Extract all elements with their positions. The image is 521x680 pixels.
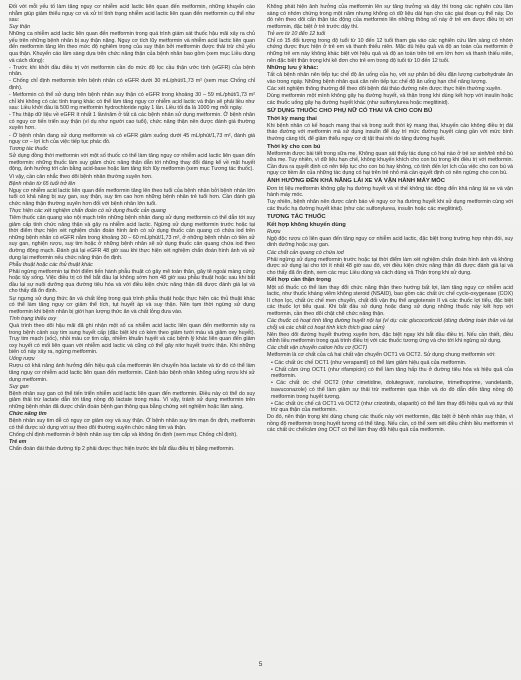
italic-subheading: Rượu <box>267 228 281 235</box>
subheading: Kết hợp cần thận trọng <box>267 277 332 284</box>
paragraph: Phải ngừng sử dụng metformin trước hoặc tại thời điểm làm xét nghiệm chẩn đoán hình ảnh và không được sử dụng lại cho tới ít nhất 48 giờ sau đó, với điều kiện chức năng thận đã được đánh giá lại và cho thấy đã ổn định, xem các mục Liều dùng và cách dùng và Thận trọng khi sử dụng. <box>267 256 513 276</box>
paragraph: Bệnh nhân suy gan có thể tiến triển nhiễm acid lactic liên quan đến metformin. Điều này có thể do suy giảm thải trừ lactate dẫn tới tăng nồng độ lactate trong máu. Vì vậy, tránh sử dụng metformin trên những bệnh nhân đã được chẩn đoán bệnh gan thông qua bằng chứng xét nghiệm hoặc lâm sàng. <box>9 390 255 410</box>
italic-subheading: Phẫu thuật hoặc các thủ thuật khác <box>9 261 93 268</box>
italic-subheading: Bệnh nhân từ 65 tuổi trở lên <box>9 180 76 187</box>
italic-subheading: Suy gan <box>9 383 29 390</box>
paragraph: - Metformin có thể sử dụng trên bệnh nhân suy thận có eGFR trong khoảng 30 – 59 mL/phút/1,73 m² chỉ khi không có các tình trạng khác có thể làm tăng nguy cơ nhiễm acid lactic và thận sẽ phải liều như sau: Liều khởi đầu là 500 mg metformin hydrochloride ngày 1 lần. Liều tối đa là 1000 mg mỗi ngày. <box>9 92 255 112</box>
italic-subheading: Suy thận <box>9 24 31 31</box>
section-heading: TƯƠNG TÁC THUỐC <box>267 213 326 220</box>
paragraph: Những ca nhiễm acid lactic liên quan đến metformin trong quá trình giám sát thuốc hậu mãi xảy ra chủ yếu trên những bệnh nhân bị suy thận nặng. Nguy cơ tích lũy metformin và nhiễm acid lactic liên quan đến metformin tăng lên theo mức độ nghiêm trọng của suy thận bởi metformin được thải trừ chủ yếu qua thận. Khuyến cáo lâm sàng dựa trên chức năng thận của bệnh nhân bao gồm (xem mục Liều dùng và cách dùng): <box>9 31 255 64</box>
paragraph: Tuy nhiên, bệnh nhân nên được cảnh báo về nguy cơ hạ đường huyết khi sử dụng metformin cùng với các thuốc hạ đường huyết khác (như các sulfonylurea, insulin hoặc các meglitinid). <box>267 199 513 212</box>
paragraph: Sự ngưng sử dụng thức ăn và chất lỏng trong quá trình phẫu thuật hoặc thực hiện các thủ thuật khác có thể làm tăng nguy cơ giảm thể tích, tụt huyết áp và suy thận. Nên tạm thời ngừng sử dụng metformin khi bệnh nhân bị giới hạn lượng thức ăn và chất lỏng đưa vào. <box>9 295 255 315</box>
page-number: 5 <box>258 661 263 668</box>
italic-subheading: Các chất vận chuyển cation hữu cơ (OCT) <box>267 345 368 352</box>
subheading: Kết hợp không khuyến dùng <box>267 221 346 228</box>
paragraph: Chẩn đoán đái tháo đường típ 2 phải được thực hiện trước khi bắt đầu điều trị bằng metformin. <box>9 446 235 453</box>
italic-subheading: Trẻ em từ 10 đến 12 tuổi <box>267 30 326 37</box>
paragraph: Dùng metformin một mình không gây hạ đường huyết, và thận trọng khi dùng kết hợp với insulin hoặc các thuốc uống gây hạ đường huyết khác (như sulfonylurea hoặc meglitinid). <box>267 93 513 106</box>
paragraph: Metformin là cơ chất của cả hai chất vận chuyển OCT1 và OCT2. Sử dụng chung metformin với: <box>267 352 496 359</box>
paragraph: Metformin được bài tiết trong sữa mẹ. Không quan sát thấy tác dụng có hại nào ở trẻ sơ sinh/trẻ nhỏ bú sữa mẹ. Tuy nhiên, vì dữ liệu hạn chế, không khuyến khích cho con bú trong khi điều trị với metformin. Cần đưa ra quyết định có nên tiếp tục cho con bú hay không, có tính đến lợi ích của việc cho con bú và nguy cơ tiềm ẩn của những tác dụng có hại trên trẻ nhỏ mà cần quyết định có nên ngừng cho con bú. <box>267 150 513 177</box>
bold-italic-subheading: Chức năng tim <box>9 411 47 418</box>
paragraph: Ngộ độc rượu có liên quan đến tăng nguy cơ nhiễm acid lactic, đặc biệt trong trường hợp nhịn đói, suy dinh dưỡng hoặc suy gan. <box>267 235 513 249</box>
paragraph: Đối với mỗi yếu tố làm tăng nguy cơ nhiễm acid lactic liên quan đến metformin, những khuyến cáo nhằm giúp giảm thiểu nguy cơ và xử trí tình trạng nhiễm acid lactic liên quan đến metformin cụ thể như sau: <box>9 4 255 24</box>
paragraph: Quá trình theo dõi hậu mãi đã ghi nhận một số ca nhiễm acid lactic liên quan đến metformin xảy ra trong bệnh cảnh suy tim sung huyết cấp (đặc biệt khi có kèm theo giảm tưới máu và giảm oxy huyết). Trụy tim mạch (sốc), nhồi máu cơ tim cấp, nhiễm khuẩn huyết và các bệnh lý khác liên quan đến giảm oxy huyết có mối liên quan với nhiễm acid lactic và cũng có thể gây nitơ huyết trước thận. Khi những biến cố này xảy ra, ngừng metformin. <box>9 322 255 356</box>
paragraph: Một số thuốc có thể làm thay đổi chức năng thận theo hướng bất lợi, làm tăng nguy cơ nhiễm acid lactic, như thuốc kháng viêm không steroid (NSAID), bao gồm các chất ức chế cyclo-oxygenase (COX) II chọn lọc, chất ức chế men chuyển, chất đối vận thụ thể angiotensin II và các thuốc lợi tiểu, đặc biệt các thuốc lợi tiểu quai. Khi bắt đầu sử dụng hoặc đang sử dụng những thuốc này kết hợp với metformin, cần theo dõi chặt chẽ chức năng thận. <box>267 284 513 317</box>
italic-subheading: Các thuốc có hoạt tính tăng đường huyết nội tại (ví dụ: các glucocorticoid (dùng đường toàn thân và tại chỗ) và các chất có hoạt tính kích thích giao cảm) <box>267 317 513 331</box>
subheading: Thời kỳ mang thai <box>267 115 317 122</box>
paragraph: Chỉ có 15 đối tượng trong độ tuổi từ 10 đến 12 tuổi tham gia vào các nghiên cứu lâm sàng có nhóm chứng được thực hiện ở trẻ em và thanh thiếu niên. Mặc dù hiệu quả và độ an toàn của metformin ở những trẻ em này không khác biệt với hiệu quả và độ an toàn trên trẻ em lớn hơn và thanh thiếu niên, nên đặc biệt thận trọng khi kê đơn cho trẻ em trong độ tuổi từ 10 đến 12 tuổi. <box>267 37 513 64</box>
paragraph: - Thu thập dữ liệu về eGFR ít nhất 1 lần/năm ở tất cả các bệnh nhân sử dụng metformin. Ở bệnh nhân có nguy cơ tiến triển suy thận (ví dụ như người cao tuổi), chức năng thận nên được đánh giá thường xuyên hơn. <box>9 112 255 132</box>
bullet-item: • Các chất ức chế OCT1 (như verapamil) có thể làm giảm hiệu quả của metformin. <box>271 359 467 366</box>
paragraph: Rượu có khả năng ảnh hưởng đến hiệu quả của metformin lên chuyển hóa lactate và từ đó có thể làm tăng nguy cơ nhiễm acid lactic liên quan đến metformin. Cảnh báo bệnh nhân không uống rượu khi sử dụng metformin. <box>9 363 255 383</box>
italic-subheading: Các chất cản quang có chứa iod <box>267 249 344 256</box>
paragraph: Tiêm thuốc cản quang vào nội mạch trên những bệnh nhân đang sử dụng metformin có thể dẫn tới suy giảm cấp tính chức năng thận và gây ra nhiễm acid lactic. Ngừng sử dụng metformin trước hoặc tại thời điểm thực hiện xét nghiệm chẩn đoán hình ảnh có sử dụng thuốc cản quang có chứa iod trên những bệnh nhân có eGFR nằm trong khoảng 30 – 60 mL/phút/1,73 m², ở những bệnh nhân có tiền sử suy gan, nghiện rượu, suy tim hoặc ở những bệnh nhân sẽ sử dụng thuốc cản quang chứa iod theo đường động mạch. Đánh giá lại eGFR 48 giờ sau khi thực hiện xét nghiệm chẩn đoán hình ảnh và sử dụng lại metformin nếu chức năng thận ổn định. <box>9 215 255 261</box>
italic-subheading: Uống rượu <box>9 356 35 363</box>
paragraph: Do đó, nên thận trọng khi dùng chung các thuốc này với metformin, đặc biệt ở bệnh nhân suy thận, vì nồng độ metformin trong huyết tương có thể tăng. Nếu cần, có thể xem xét điều chỉnh liều metformin vì các chất ức chế/cảm ứng OCT có thể làm thay đổi hiệu quả của metformin. <box>267 414 513 434</box>
paragraph: Nên theo dõi đường huyết thường xuyên hơn, đặc biệt ngay khi bắt đầu điều trị. Nếu cần thiết, điều chỉnh liều metformin trong quá trình điều trị với các thuốc tương ứng và cho tới khi ngừng sử dụng. <box>267 331 513 345</box>
subheading: Thời kỳ cho con bú <box>267 143 321 150</box>
italic-subheading: Tương tác thuốc <box>9 146 48 153</box>
italic-subheading: Tình trạng thiếu oxy <box>9 315 57 322</box>
two-column-body <box>9 4 513 453</box>
paragraph: Nguy cơ nhiễm acid lactic liên quan đến metformin tăng lên theo tuổi của bệnh nhân bởi bệnh nhân lớn tuổi có khả năng bị suy gan, suy thận, suy tim cao hơn những bệnh nhân trẻ tuổi hơn. Cần đánh giá chức năng thận thường xuyên hơn đối với bệnh nhân lớn tuổi. <box>9 187 255 207</box>
paragraph: Phải ngừng metformin tại thời điểm tiến hành phẫu thuật có gây mê toàn thân, gây tê ngoài màng cứng hoặc tủy sống. Việc điều trị có thể bắt đầu lại không sớm hơn 48 giờ sau phẫu thuật hoặc sau khi bắt đầu lại sự nuôi dưỡng qua đường tiêu hóa và với điều kiện chức năng thận đã được đánh giá lại và cho thấy đã ổn định. <box>9 268 255 295</box>
subheading: Những lưu ý khác: <box>267 65 319 72</box>
paragraph: - Chống chỉ định metformin trên bệnh nhân có eGFR dưới 30 mL/phút/1,73 m² (xem mục Chống chỉ định). <box>9 78 255 91</box>
paragraph: Tất cả bệnh nhân nên tiếp tục chế độ ăn uống của họ, với sự phân bố đều đặn lượng carbohydrate ăn vào trong ngày. Những bệnh nhân quá cân nên tiếp tục chế độ ăn uống hạn chế năng lượng. <box>267 72 513 85</box>
paragraph: Chống chỉ định metformin ở bệnh nhân suy tim cấp và không ổn định (xem mục Chống chỉ định). <box>9 431 238 438</box>
paragraph: Sử dụng đồng thời metformin với một số thuốc có thể làm tăng nguy cơ nhiễm acid lactic liên quan đến metformin: những thuốc làm suy giảm chức năng thận dẫn tới những thay đổi đáng kể về mặt huyết động, ảnh hưởng tới cân bằng acid-base hoặc làm tăng tích lũy metformin (xem mục Tương tác thuốc). <box>9 153 255 173</box>
paragraph: Đơn trị liệu metformin không gây hạ đường huyết và vì thế không tác động đến khả năng lái xe và vận hành máy móc. <box>267 185 513 199</box>
section-heading: ẢNH HƯỞNG ĐẾN KHẢ NĂNG LÁI XE VÀ VẬN HÀNH MÁY MÓC <box>267 178 446 185</box>
bullet-item: • Các chất ức chế OCT2 (như cimetidine, dolutegravir, ranolazine, trimethoprime, vandetanib, isavuconazole) có thể làm giảm sự thải trừ metformin qua thận và do đó dẫn đến tăng nồng độ metformin trong huyết tương. <box>271 380 513 400</box>
paragraph: Vì vậy, cần cân nhắc theo dõi bệnh nhân thường xuyên hơn. <box>9 173 153 180</box>
bullet-item: • Các chất ức chế cả OCT1 và OCT2 (như crizotinib, olaparib) có thể làm thay đổi hiệu quả và sự thải trừ qua thận của metformin. <box>271 400 513 414</box>
right-column <box>267 4 513 453</box>
paragraph: Không phát hiện ảnh hưởng của metformin lên sự tăng trưởng và dậy thì trong các nghiên cứu lâm sàng có nhóm chứng trong một năm nhưng không có dữ liệu dài hạn cho các giai đoạn cụ thể này. Do đó nên theo dõi cẩn thận tác động của metformin lên những thông số này ở trẻ em được điều trị với metformin, đặc biệt ở trẻ trước dậy thì. <box>267 4 513 30</box>
paragraph: Bệnh nhân suy tim dễ có nguy cơ giảm oxy và suy thận. Ở bệnh nhân suy tim mạn ổn định, metformin có thể được sử dụng với sự theo dõi thường xuyên chức năng tim và thận. <box>9 418 255 431</box>
italic-subheading: Thực hiện các xét nghiệm chẩn đoán có sử dụng thuốc cản quang <box>9 208 166 215</box>
paragraph: - Ở bệnh nhân đang sử dụng metformin và có eGFR giảm xuống dưới 45 mL/phút/1,73 m², đánh giá nguy cơ – lợi ích của việc tiếp tục phác đồ. <box>9 132 255 146</box>
paragraph: - Trước khi khởi đầu điều trị với metformin cần đo mức độ lọc cầu thận ước tính (eGFR) của bệnh nhân. <box>9 64 255 78</box>
paragraph: Các xét nghiệm thông thường để theo dõi bệnh đái tháo đường nên được thực hiện thường xuyên. <box>267 86 502 93</box>
bullet-item: • Chất cảm ứng OCT1 (như rifampicin) có thể làm tăng hấp thu ở đường tiêu hóa và hiệu quả của metformin. <box>271 366 513 380</box>
paragraph: Khi bệnh nhân có kế hoạch mang thai và trong suốt thời kỳ mang thai, khuyến cáo không điều trị đái tháo đường với metformin mà sử dụng insulin để duy trì mức đường huyết càng gần với mức bình thường càng tốt, để giảm thiểu nguy cơ dị tật thai nhi do tăng đường huyết. <box>267 122 513 142</box>
section-heading: SỬ DỤNG THUỐC CHO PHỤ NỮ CÓ THAI VÀ CHO CON BÚ <box>267 107 433 114</box>
left-column <box>9 4 255 453</box>
bold-italic-subheading: Trẻ em <box>9 439 27 446</box>
